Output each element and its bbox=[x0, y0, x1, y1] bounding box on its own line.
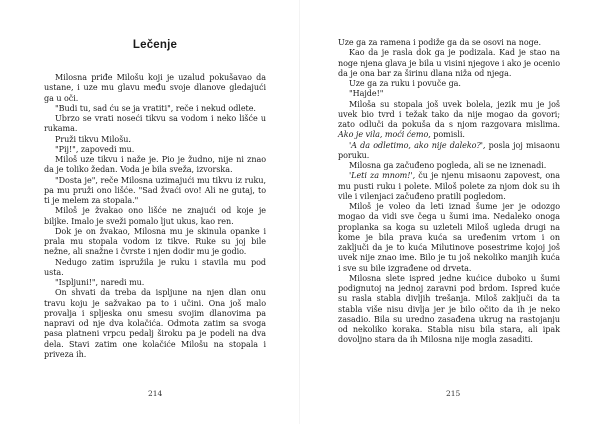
paragraph: Dok je on žvakao, Milosna mu je skinula opanke i prala mu stopala vodom iz tikve. Ruke su joj bile nežne, ali snažne i čvrste i njen dodir mu je godio. bbox=[44, 226, 266, 257]
paragraph: "Ispljuni!", naredi mu. bbox=[55, 278, 145, 287]
paragraph: "Hajde!" bbox=[349, 89, 384, 99]
text-run: ču je njenu misaonu zapovest, ona mu pusti ruku i polete. Miloš polete za njom dok su ih vile i vilenjaci začuđeno pratili pogledom. bbox=[338, 171, 560, 201]
chapter-title: Lečenje bbox=[132, 39, 178, 51]
paragraph: Miloš je žvakao ono lišće ne znajući od koje je biljke. Imalo je sveži pomalo ljut ukus, kao ren. bbox=[44, 206, 266, 226]
paragraph bbox=[338, 171, 560, 202]
paragraph-continued: Uze ga za ramena i podiže ga da se osovi na noge. bbox=[338, 38, 541, 47]
paragraph: Milosna ga začuđeno pogleda, ali se ne iznenadi. bbox=[349, 161, 547, 170]
paragraph: "Dosta je", reče Milosna uzimajući mu tikvu iz ruku, pa mu pruži ono lišće. "Sad žvaći ovo! Ali ne gutaj, to ti je melem za stopala." bbox=[44, 175, 266, 205]
paragraph: Miloš uze tikvu i naže je. Pio je žudno, nije ni znao da je toliko žedan. Voda je bila sveža, izvorska. bbox=[44, 155, 266, 175]
page-number: 214 bbox=[148, 389, 163, 398]
italic-thought: 'Leti za mnom!', bbox=[349, 171, 416, 181]
paragraph: Miloš je voleo da leti iznad šume jer je odozgo mogao da vidi sve čega u šumi ima. Nedaleko onoga proplanka sa koga su uzleteli Miloš ugleda drugi na kome je bila prava kuća sa uređenim vrtom i on zaključi da je to kuća Milutinove posestrime kojoj još uvek nije znao ime. Bilo je tu još nekoliko manjih kuća i sve su bile izgrađene od drveta. bbox=[338, 202, 560, 273]
paragraph: "Pij!", zapovedi mu. bbox=[55, 144, 135, 154]
paragraph: Milosna slete ispred jedne kućice duboko u šumi podignutoj na jednoj zaravni pod brdom. Ispred kuće su rasla stabla divljih trešanja. Miloš zaključi da ta stabla više nisu divlja jer je bilo očito da ih je neko zasadio. Bila su uredno zasađena ukrug na rastojanju od nekoliko koraka. Stabla nisu bila stara, ali ipak dovoljno stara da ih Milosna nije mogla zasaditi. bbox=[338, 273, 560, 345]
paragraph: Milosna priđe Milošu koji je uzalud pokušavao da ustane, i uze mu glavu među svoje dlanove gledajući ga u oči. bbox=[44, 73, 266, 103]
paragraph: Pruži tikvu Milošu. bbox=[55, 134, 131, 144]
text-run: pomisli. bbox=[430, 130, 465, 140]
page-number: 215 bbox=[446, 389, 461, 398]
text-run: Miloša su stopala još uvek bolela, jezik mu je još uvek bio tvrd i težak tako da nije mogao da govori; zato odluči da pokuša da s njom razgovara mislima. bbox=[338, 99, 560, 129]
paragraph: Kao da je rasla dok ga je podizala. Kad je stao na noge njena glava je bila u visini njegove i ako je ocenio da je ona bar za širinu dlana niža od njega. bbox=[338, 48, 560, 78]
paragraph: Nedugo zatim ispružila je ruku i stavila mu pod usta. bbox=[44, 257, 266, 277]
paragraph: Uze ga za ruku i povuče ga. bbox=[349, 79, 461, 88]
italic-thought: 'A da odletimo, ako nije daleko?', bbox=[349, 140, 486, 150]
paragraph bbox=[338, 100, 560, 141]
left-page-text bbox=[44, 73, 266, 360]
paragraph: Ubrzo se vrati noseći tikvu sa vodom i neko lišće u rukama. bbox=[44, 114, 266, 134]
paragraph bbox=[338, 141, 560, 162]
paragraph: On shvati da treba da ispljune na njen dlan onu travu koju je sažvakao pa to i učini. Ona još malo provalja i spljeska onu smesu svojim dlanovima pa napravi od nje dva kolačića. Odmota zatim sa svoga pasa platneni vrpcu pedalj široku pa je podeli na dva dela. Stavi zatim one kolačiće Milošu na stopala i priveza ih. bbox=[44, 288, 266, 359]
text-run: posla joj misaonu poruku. bbox=[338, 140, 561, 160]
paragraph: "Budi tu, sad ću se ja vratiti", reče i nekud odlete. bbox=[55, 103, 256, 113]
right-page-text bbox=[338, 38, 560, 346]
right-page bbox=[300, 0, 600, 424]
italic-thought: Ako je vila, moći ćemo, bbox=[338, 130, 431, 140]
